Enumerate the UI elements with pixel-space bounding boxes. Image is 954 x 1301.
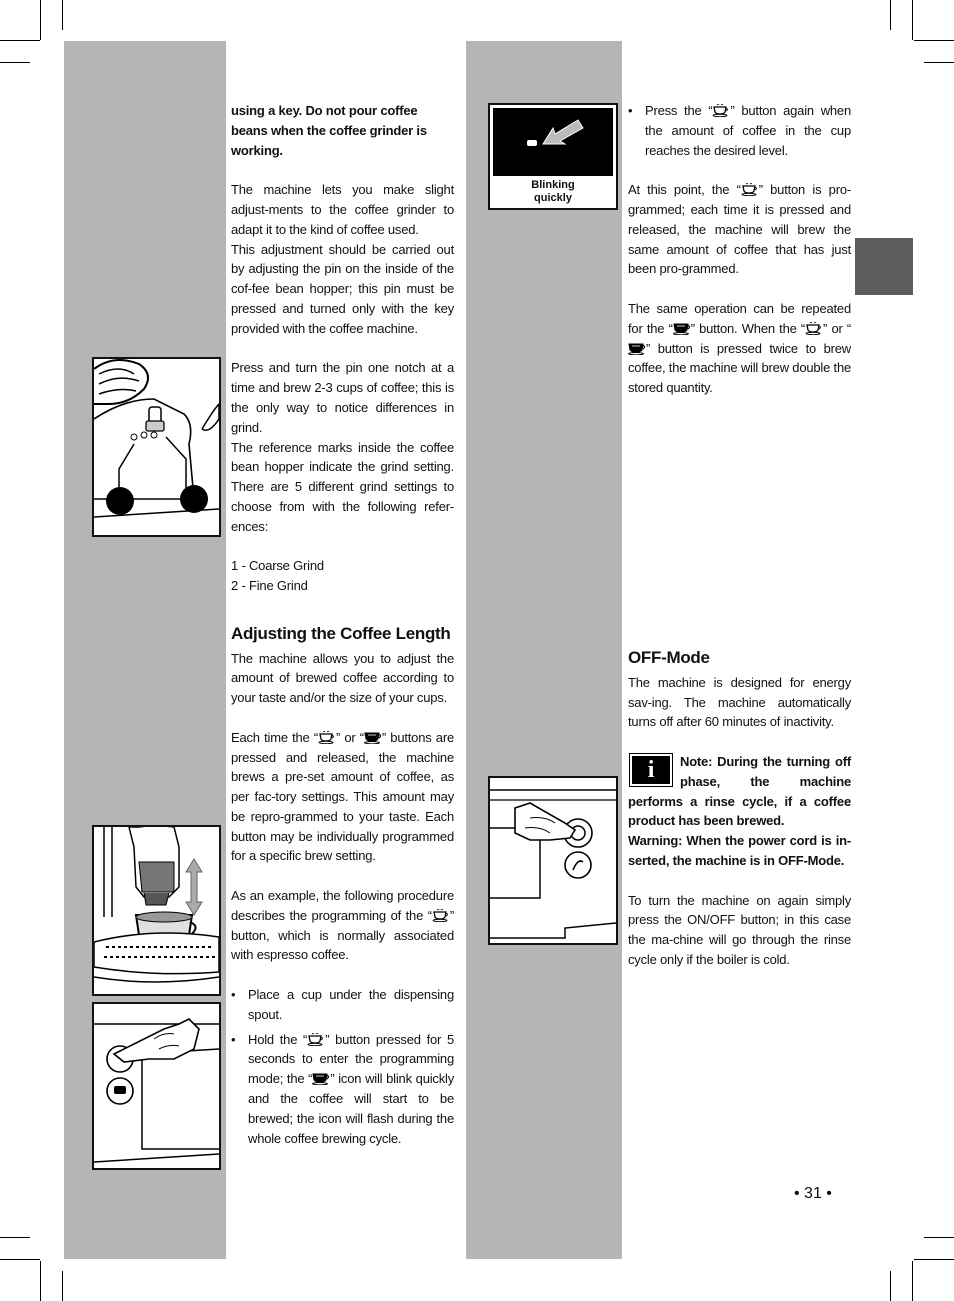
paragraph: As an example, the following procedure describes the programming of the “ ” button, which is normally associated with espresso coffee. (231, 888, 454, 963)
large-cup-icon (628, 342, 646, 355)
crop-mark (890, 0, 891, 30)
on-off-button-illustration (488, 776, 618, 945)
list-item: • Hold the “ ” button pressed for 5 seconds to enter the programming mode; the “ ” icon will blink quickly and the coffee will start to be brewed; the icon will flash during the whole coffee brewing cycle. (231, 1030, 454, 1149)
small-cup-icon (318, 731, 336, 744)
paragraph: At this point, the “ ” button is pro-grammed; each time it is pressed and released, the machine will brew the same amount of coffee that has just been pro-grammed. (628, 182, 851, 277)
paragraph: The reference marks inside the coffee bean hopper indicate the grind setting. There are 5 different grind settings to choose from with the following refer-ences: (231, 439, 454, 534)
info-icon: i (630, 754, 672, 786)
small-cup-icon (805, 322, 823, 335)
column-1 (231, 101, 454, 1148)
crop-mark (912, 0, 913, 40)
crop-mark (0, 62, 30, 63)
small-cup-icon (712, 104, 730, 117)
section-heading: OFF-Mode (628, 648, 710, 667)
procedure-list (231, 985, 454, 1148)
button-press-illustration (92, 1002, 221, 1170)
column-2 (628, 101, 851, 398)
small-cup-icon (307, 1033, 325, 1046)
note-box (628, 752, 851, 871)
off-mode-section (628, 648, 851, 970)
small-cup-icon (741, 183, 759, 196)
paragraph: Each time the “ ” or “ ” buttons are pressed and released, the machine brews a pre-set amount of coffee, as per fac-tory settings. This amount may be repro-grammed to your taste. Each button may be individually programmed for a specific brew setting. (231, 729, 454, 864)
page-number: • 31 • (794, 1185, 832, 1202)
crop-mark (62, 1271, 63, 1301)
procedure-list (628, 101, 851, 160)
intro-warning: using a key. Do not pour coffee beans when the coffee grinder is working. (231, 103, 427, 158)
crop-mark (40, 0, 41, 40)
crop-mark (924, 62, 954, 63)
display-blinking-illustration (488, 103, 618, 210)
crop-mark (914, 1259, 954, 1260)
crop-mark (0, 40, 40, 41)
section-heading: Adjusting the Coffee Length (231, 623, 451, 643)
list-item: • Press the “ ” button again when the amount of coffee in the cup reaches the desired level. (628, 101, 851, 160)
small-cup-icon (312, 1072, 330, 1085)
chapter-tab (855, 238, 913, 295)
crop-mark (890, 1271, 891, 1301)
large-cup-icon (673, 322, 691, 335)
note-text: Note: During the turning off phase, the machine performs a rinse cycle, if a coffee product has been brewed. (628, 753, 851, 829)
crop-mark (0, 1259, 40, 1260)
paragraph: To turn the machine on again simply press the ON/OFF button; in this case the ma-chine will go through the rinse cycle only if the boiler is cold. (628, 892, 851, 967)
grinder-pin-illustration (92, 357, 221, 537)
crop-mark (62, 0, 63, 30)
paragraph: This adjustment should be carried out by adjusting the pin on the inside of the cof-fee bean hopper; this pin must be pressed and turned only with the key provided with the coffee machine. (231, 241, 454, 336)
display-caption: Blinking quickly (531, 179, 575, 204)
crop-mark (40, 1261, 41, 1301)
small-cup-icon (432, 909, 450, 922)
paragraph: The same operation can be repeated for the “ ” button. When the “ ” or “” button is pressed twice to brew coffee, the machine will brew double the stored quantity. (628, 300, 852, 396)
large-cup-icon (364, 731, 382, 744)
paragraph: The machine lets you make slight adjust-ments to the coffee grinder to adapt it to the kind of coffee used. (231, 182, 454, 237)
paragraph: The machine is designed for energy sav-ing. The machine automatically turns off after 60 minutes of inactivity. (628, 674, 851, 730)
paragraph: The machine allows you to adjust the amount of brewed coffee according to your taste and/or the size of your cups. (231, 650, 454, 706)
crop-mark (912, 1261, 913, 1301)
warning-text: Warning: When the power cord is in-serted, the machine is in OFF-Mode. (628, 833, 851, 868)
grind-setting-1: 1 - Coarse Grind (231, 558, 324, 574)
crop-mark (0, 1237, 30, 1238)
crop-mark (924, 1237, 954, 1238)
list-item: • Place a cup under the dispensing spout. (231, 985, 454, 1025)
crop-mark (914, 40, 954, 41)
paragraph: Press and turn the pin one notch at a time and brew 2-3 cups of coffee; this is the only way to notice differences in grind. (231, 360, 454, 435)
coffee-length-illustration (92, 825, 221, 996)
grind-setting-2: 2 - Fine Grind (231, 578, 308, 594)
middle-gray-margin (466, 41, 622, 1259)
